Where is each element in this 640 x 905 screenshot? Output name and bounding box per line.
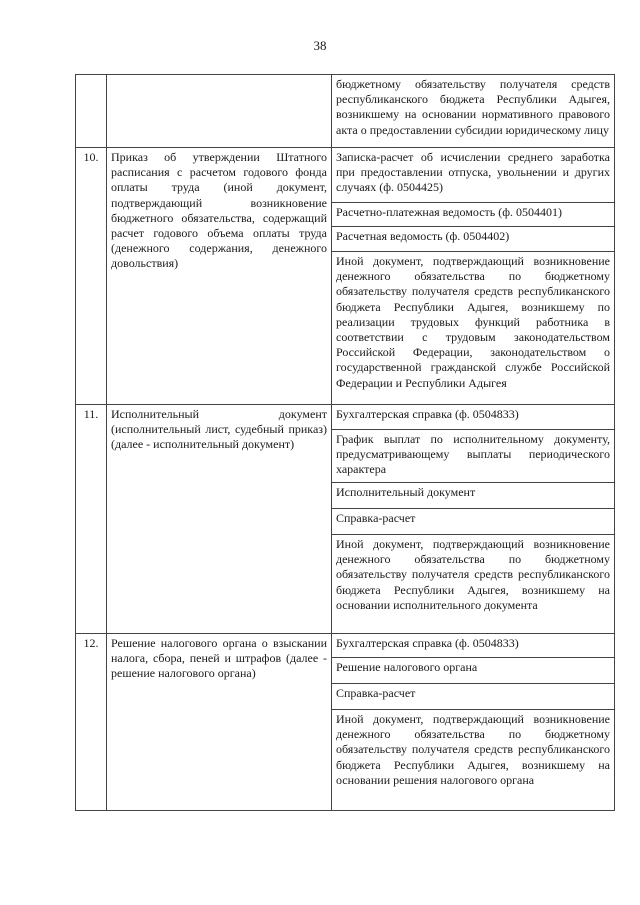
document-text: График выплат по исполнительному документу, предусматривающему выплаты периодического характера — [336, 432, 610, 477]
basis-cell — [107, 634, 332, 811]
document-text: Иной документ, подтверждающий возникновение денежного обязательства по бюджетному обязательству получателя средств республиканского бюджета Республики Адыгея, возникшему на основании решения налогового органа — [336, 712, 610, 787]
document-cell — [332, 405, 615, 430]
basis-text: Исполнительный документ (исполнительный лист, судебный приказ) (далее - исполнительный документ) — [111, 407, 327, 452]
document-cell — [332, 634, 615, 658]
continuation-text: бюджетному обязательству получателя средств республиканского бюджета Республики Адыгея, возникшему на основании нормативного правового акта о предоставлении субсидии юридическому лицу — [336, 77, 610, 137]
document-text: Иной документ, подтверждающий возникновение денежного обязательства по бюджетному обязательству получателя средств республиканского бюджета Республики Адыгея, возникшему на основании исполнительного документа — [336, 537, 610, 612]
basis-text: Приказ об утверждении Штатного расписания с расчетом годового фонда оплаты труда (иной документ, подтверждающий возникновение бюджетного обязательства, содержащий расчет годового объема оплаты труда (денежного содержания, денежного довольствия) — [111, 150, 327, 271]
document-cell — [332, 658, 615, 684]
document-cell — [332, 483, 615, 509]
basis-text: Решение налогового органа о взыскании налога, сбора, пеней и штрафов (далее - решение налогового органа) — [111, 636, 327, 681]
row-number-cell: 12. — [76, 634, 107, 811]
table-row-continuation — [76, 75, 615, 148]
document-cell — [332, 684, 615, 710]
document-cell — [332, 227, 615, 252]
basis-cell — [107, 75, 332, 148]
document-text: Расчетно-платежная ведомость (ф. 0504401) — [336, 205, 563, 219]
table-row — [76, 634, 615, 658]
document-text: Решение налогового органа — [336, 660, 478, 674]
document-text: Иной документ, подтверждающий возникновение денежного обязательства по бюджетному обязательству получателя средств республиканского бюджета Республики Адыгея, возникшему по реализации трудовых функций работника в соответствии с трудовым законодательством Российской Федерации, законодательством о государственной гражданской службе Российской Федерации и Республики Адыгея — [336, 254, 610, 390]
table-row — [76, 405, 615, 430]
row-number-cell — [76, 75, 107, 148]
document-text: Исполнительный документ — [336, 485, 476, 499]
basis-cell — [107, 148, 332, 405]
document-text: Расчетная ведомость (ф. 0504402) — [336, 229, 510, 243]
document-cell — [332, 710, 615, 811]
table-row — [76, 148, 615, 203]
page-number: 38 — [313, 38, 327, 53]
document-cell — [332, 75, 615, 148]
row-number-cell: 10. — [76, 148, 107, 405]
document-cell — [332, 203, 615, 227]
document-cell — [332, 148, 615, 203]
document-cell — [332, 252, 615, 405]
basis-cell — [107, 405, 332, 634]
document-text: Записка-расчет об исчислении среднего заработка при предоставлении отпуска, увольнении и других случаях (ф. 0504425) — [336, 150, 610, 195]
row-number-cell: 11. — [76, 405, 107, 634]
document-text: Справка-расчет — [336, 686, 416, 700]
document-text: Бухгалтерская справка (ф. 0504833) — [336, 636, 519, 650]
document-cell — [332, 430, 615, 483]
documents-table — [75, 74, 615, 811]
document-text: Справка-расчет — [336, 511, 416, 525]
document-cell — [332, 535, 615, 634]
document-cell — [332, 509, 615, 535]
document-text: Бухгалтерская справка (ф. 0504833) — [336, 407, 519, 421]
